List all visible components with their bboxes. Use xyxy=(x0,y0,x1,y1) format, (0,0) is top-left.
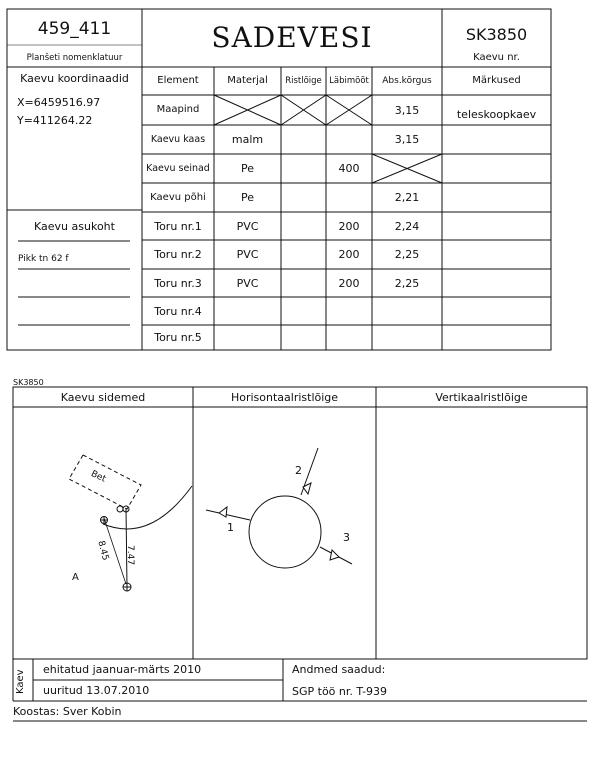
table-cell-material: PVC xyxy=(236,248,259,261)
built-date: ehitatud jaanuar-märts 2010 xyxy=(43,663,202,676)
table-cell-diameter: 400 xyxy=(338,162,360,175)
table-cell-abs: 3,15 xyxy=(394,103,420,117)
table-cell-diameter: 200 xyxy=(338,248,360,261)
table-cell-abs: 2,24 xyxy=(394,219,420,233)
table-cell-element: Kaevu kaas xyxy=(150,133,206,145)
table-cell-element: Toru nr.2 xyxy=(154,248,202,261)
table-cell-element: Toru nr.5 xyxy=(154,331,202,344)
location-label: Kaevu asukoht xyxy=(34,219,115,233)
table-cell-diameter: 200 xyxy=(338,276,360,290)
data-source: SGP töö nr. T-939 xyxy=(292,685,388,698)
column-header-notes: Märkused xyxy=(472,75,521,86)
form-title: SADEVESI xyxy=(211,21,373,54)
table-cell-material: Pe xyxy=(240,162,254,175)
table-cell-element: Toru nr.3 xyxy=(154,276,202,290)
table-cell-element: Toru nr.4 xyxy=(154,304,202,318)
dimension-label: 8.45 xyxy=(95,539,111,562)
table-cell-abs: 2,25 xyxy=(394,248,420,261)
pipe-label: 1 xyxy=(227,521,234,534)
sheet-number-label: Planšeti nomenklatuur xyxy=(26,52,123,63)
building-label: Bet xyxy=(89,469,108,485)
column-header-element: Element xyxy=(157,75,199,86)
drawing-well-id: SK3850 xyxy=(13,378,44,387)
table-cell-notes: teleskoopkaev xyxy=(456,107,537,121)
table-cell-material: PVC xyxy=(236,219,259,233)
table-cell-element: Kaevu põhi xyxy=(150,191,206,203)
pipe-label: 3 xyxy=(343,531,350,544)
column-label-vertical-section: Vertikaalristlõige xyxy=(435,390,528,404)
table-cell-element: Kaevu seinad xyxy=(146,162,210,174)
column-label-links: Kaevu sidemed xyxy=(60,390,146,404)
horizontal-section xyxy=(206,448,352,568)
table-cell-abs: 3,15 xyxy=(394,133,420,146)
column-header-section: Ristlõige xyxy=(285,75,322,86)
table-cell-material: malm xyxy=(231,133,264,146)
data-source-label: Andmed saadud: xyxy=(292,663,386,676)
coordinate-y: Y=411264.22 xyxy=(17,114,93,127)
well-vertical-label: Kaev xyxy=(15,669,26,694)
column-header-material: Materjal xyxy=(227,75,268,86)
table-cell-element: Toru nr.1 xyxy=(154,219,202,233)
table-cell-diameter: 200 xyxy=(338,219,360,233)
well-id: SK3850 xyxy=(465,25,528,44)
table-cell-material: Pe xyxy=(240,191,254,204)
column-label-horizontal-section: Horisontaalristlõige xyxy=(230,390,339,404)
well-id-label: Kaevu nr. xyxy=(473,52,520,63)
column-header-diameter: Läbimõõt xyxy=(329,75,369,86)
table-cell-abs: 2,25 xyxy=(394,276,420,290)
area-label: A xyxy=(72,572,79,583)
location-sketch xyxy=(69,455,192,591)
table-cell-material: PVC xyxy=(236,276,259,290)
sheet-number: 459_411 xyxy=(37,18,112,39)
column-header-abs-height: Abs.kõrgus xyxy=(382,75,432,86)
compiled-by: Koostas: Sver Kobin xyxy=(13,705,122,718)
survey-date: uuritud 13.07.2010 xyxy=(43,684,150,697)
table-cell-abs: 2,21 xyxy=(394,191,420,204)
table-cell-element: Maapind xyxy=(156,104,200,115)
coordinates-label: Kaevu koordinaadid xyxy=(20,71,129,85)
coordinate-x: X=6459516.97 xyxy=(17,96,101,109)
pipe-label: 2 xyxy=(295,464,302,477)
dimension-label: 7.47 xyxy=(125,545,135,566)
location-address: Pikk tn 62 f xyxy=(18,254,69,264)
